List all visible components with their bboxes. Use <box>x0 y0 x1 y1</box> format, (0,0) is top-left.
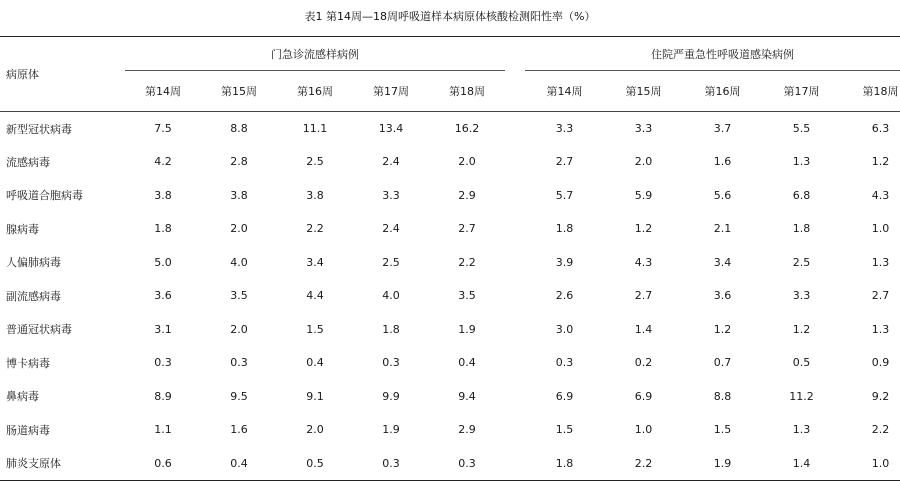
outpatient-value-cell: 0.3 <box>458 456 476 470</box>
positivity-table <box>0 36 900 481</box>
outpatient-value-cell: 9.1 <box>306 389 324 403</box>
group-gap <box>505 380 525 414</box>
inpatient-value-cell: 0.3 <box>555 356 574 370</box>
outpatient-value-cell: 8.9 <box>154 389 172 403</box>
group-gap <box>505 246 525 280</box>
outpatient-value-cell: 0.4 <box>458 356 476 370</box>
pathogen-name-cell: 腺病毒 <box>6 222 39 236</box>
table-row <box>0 145 900 179</box>
table-body <box>0 112 900 481</box>
outpatient-value-cell: 0.3 <box>230 356 248 370</box>
outpatient-value-cell: 4.2 <box>154 155 172 169</box>
inpatient-value-cell: 2.7 <box>871 289 890 303</box>
outpatient-week-header: 第17周 <box>373 85 409 98</box>
pathogen-name-cell: 肠道病毒 <box>6 423 50 437</box>
inpatient-value-cell: 3.7 <box>713 122 732 135</box>
inpatient-week-header: 第15周 <box>625 85 662 98</box>
outpatient-value-cell: 2.7 <box>458 222 476 236</box>
outpatient-value-cell: 2.4 <box>382 222 400 236</box>
header-group-row <box>0 37 900 72</box>
inpatient-value-cell: 1.8 <box>555 222 574 236</box>
outpatient-value-cell: 2.5 <box>306 155 324 169</box>
inpatient-value-cell: 2.2 <box>634 456 653 470</box>
inpatient-value-cell: 2.7 <box>555 155 574 169</box>
inpatient-value-cell: 1.3 <box>871 322 890 336</box>
inpatient-value-cell: 1.0 <box>871 456 890 470</box>
inpatient-value-cell: 1.2 <box>871 155 890 169</box>
inpatient-value-cell: 11.2 <box>789 389 814 403</box>
outpatient-value-cell: 3.8 <box>230 188 248 202</box>
inpatient-week-header: 第18周 <box>862 85 899 98</box>
outpatient-group-label: 门急诊流感样病例 <box>271 48 360 61</box>
pathogen-column-header: 病原体 <box>6 68 39 81</box>
outpatient-value-cell: 3.5 <box>230 289 248 303</box>
pathogen-name-cell: 博卡病毒 <box>6 356 50 370</box>
group-gap <box>505 447 525 481</box>
outpatient-value-cell: 16.2 <box>454 122 480 135</box>
group-gap <box>505 346 525 380</box>
inpatient-value-cell: 3.3 <box>555 122 574 135</box>
outpatient-value-cell: 0.6 <box>154 456 172 470</box>
outpatient-value-cell: 2.0 <box>230 222 248 236</box>
group-gap <box>505 413 525 447</box>
outpatient-value-cell: 9.9 <box>382 389 400 403</box>
outpatient-value-cell: 4.0 <box>230 255 248 269</box>
inpatient-group-header <box>525 37 900 72</box>
inpatient-value-cell: 1.3 <box>871 255 890 269</box>
outpatient-value-cell: 13.4 <box>378 122 404 135</box>
group-gap <box>505 179 525 213</box>
outpatient-value-cell: 3.8 <box>154 188 172 202</box>
inpatient-value-cell: 1.4 <box>792 456 811 470</box>
outpatient-value-cell: 7.5 <box>154 122 172 135</box>
inpatient-week-header: 第14周 <box>546 85 583 98</box>
inpatient-value-cell: 2.5 <box>792 255 811 269</box>
inpatient-value-cell: 2.2 <box>871 423 890 437</box>
inpatient-week-header: 第16周 <box>704 85 741 98</box>
inpatient-value-cell: 2.0 <box>634 155 653 169</box>
inpatient-value-cell: 1.0 <box>871 222 890 236</box>
pathogen-name-cell: 肺炎支原体 <box>6 457 61 470</box>
inpatient-group-divider <box>525 70 900 71</box>
inpatient-value-cell: 9.2 <box>871 389 890 403</box>
inpatient-value-cell: 3.3 <box>634 122 653 135</box>
inpatient-week-header: 第17周 <box>783 85 820 98</box>
table-row <box>0 279 900 313</box>
inpatient-group-label: 住院严重急性呼吸道感染病例 <box>651 48 795 61</box>
outpatient-value-cell: 8.8 <box>230 122 248 135</box>
inpatient-value-cell: 5.7 <box>555 188 574 202</box>
inpatient-value-cell: 2.7 <box>634 289 653 303</box>
outpatient-value-cell: 1.5 <box>306 322 324 336</box>
outpatient-value-cell: 11.1 <box>302 122 328 135</box>
outpatient-value-cell: 3.4 <box>306 255 324 269</box>
group-gap <box>505 71 525 112</box>
outpatient-group-divider <box>125 70 505 71</box>
outpatient-value-cell: 9.5 <box>230 389 248 403</box>
table-row <box>0 246 900 280</box>
table-row <box>0 313 900 347</box>
outpatient-week-header: 第15周 <box>221 85 257 98</box>
table-row <box>0 212 900 246</box>
outpatient-value-cell: 0.3 <box>382 456 400 470</box>
inpatient-value-cell: 5.6 <box>713 188 732 202</box>
outpatient-value-cell: 5.0 <box>154 255 172 269</box>
inpatient-value-cell: 4.3 <box>871 188 890 202</box>
table-row <box>0 413 900 447</box>
outpatient-week-header: 第16周 <box>297 85 333 98</box>
inpatient-value-cell: 3.0 <box>555 322 574 336</box>
group-gap <box>505 313 525 347</box>
inpatient-value-cell: 5.9 <box>634 188 653 202</box>
header-week-row <box>0 71 900 112</box>
outpatient-value-cell: 3.6 <box>154 289 172 303</box>
outpatient-value-cell: 3.8 <box>306 188 324 202</box>
inpatient-value-cell: 6.3 <box>871 122 890 135</box>
outpatient-value-cell: 1.1 <box>154 423 172 437</box>
outpatient-value-cell: 1.9 <box>458 322 476 336</box>
outpatient-value-cell: 3.3 <box>382 188 400 202</box>
outpatient-value-cell: 9.4 <box>458 389 476 403</box>
group-gap <box>505 279 525 313</box>
pathogen-name-cell: 普通冠状病毒 <box>6 323 72 337</box>
table-row <box>0 179 900 213</box>
group-gap <box>505 212 525 246</box>
outpatient-value-cell: 4.0 <box>382 289 400 303</box>
inpatient-value-cell: 0.5 <box>792 356 811 370</box>
inpatient-value-cell: 0.2 <box>634 356 653 370</box>
outpatient-value-cell: 0.5 <box>306 456 324 470</box>
outpatient-value-cell: 0.3 <box>154 356 172 370</box>
outpatient-value-cell: 2.9 <box>458 423 476 437</box>
inpatient-value-cell: 1.0 <box>634 423 653 437</box>
inpatient-value-cell: 3.4 <box>713 255 732 269</box>
group-gap <box>505 145 525 179</box>
inpatient-value-cell: 1.6 <box>713 155 732 169</box>
pathogen-name-cell: 副流感病毒 <box>6 289 61 303</box>
inpatient-value-cell: 6.9 <box>555 389 574 403</box>
outpatient-value-cell: 1.9 <box>382 423 400 437</box>
outpatient-value-cell: 2.9 <box>458 188 476 202</box>
outpatient-value-cell: 2.5 <box>382 255 400 269</box>
inpatient-value-cell: 3.9 <box>555 255 574 269</box>
inpatient-value-cell: 1.5 <box>555 423 574 437</box>
outpatient-value-cell: 2.0 <box>230 322 248 336</box>
outpatient-value-cell: 4.4 <box>306 289 324 303</box>
outpatient-value-cell: 0.4 <box>230 456 248 470</box>
outpatient-value-cell: 3.1 <box>154 322 172 336</box>
outpatient-value-cell: 0.4 <box>306 356 324 370</box>
inpatient-value-cell: 1.9 <box>713 456 732 470</box>
inpatient-value-cell: 1.4 <box>634 322 653 336</box>
outpatient-value-cell: 3.5 <box>458 289 476 303</box>
inpatient-value-cell: 4.3 <box>634 255 653 269</box>
inpatient-value-cell: 1.2 <box>713 322 732 336</box>
inpatient-value-cell: 2.6 <box>555 289 574 303</box>
inpatient-value-cell: 0.9 <box>871 356 890 370</box>
outpatient-value-cell: 2.8 <box>230 155 248 169</box>
outpatient-group-header <box>125 37 505 72</box>
table-row <box>0 447 900 481</box>
inpatient-value-cell: 6.9 <box>634 389 653 403</box>
inpatient-value-cell: 0.7 <box>713 356 732 370</box>
outpatient-week-header: 第18周 <box>449 85 486 98</box>
table-row <box>0 380 900 414</box>
group-gap <box>505 37 525 72</box>
inpatient-value-cell: 8.8 <box>713 389 732 403</box>
outpatient-value-cell: 2.2 <box>458 255 476 269</box>
outpatient-value-cell: 1.6 <box>230 423 248 437</box>
inpatient-value-cell: 1.8 <box>555 456 574 470</box>
inpatient-value-cell: 6.8 <box>792 188 811 202</box>
pathogen-name-cell: 流感病毒 <box>6 155 50 169</box>
inpatient-value-cell: 1.3 <box>792 423 811 437</box>
pathogen-name-cell: 呼吸道合胞病毒 <box>6 189 83 203</box>
outpatient-value-cell: 2.0 <box>458 155 476 169</box>
outpatient-value-cell: 2.4 <box>382 155 400 169</box>
inpatient-value-cell: 5.5 <box>792 122 811 135</box>
inpatient-value-cell: 3.6 <box>713 289 732 303</box>
outpatient-value-cell: 1.8 <box>382 322 400 336</box>
inpatient-value-cell: 1.2 <box>634 222 653 236</box>
table-row <box>0 112 900 146</box>
pathogen-name-cell: 鼻病毒 <box>6 390 39 404</box>
inpatient-value-cell: 2.1 <box>713 222 732 236</box>
inpatient-value-cell: 1.8 <box>792 222 811 236</box>
table-caption: 表1 第14周—18周呼吸道样本病原体核酸检测阳性率（%） <box>304 10 596 23</box>
table-row <box>0 346 900 380</box>
inpatient-value-cell: 1.5 <box>713 423 732 437</box>
outpatient-value-cell: 2.0 <box>306 423 324 437</box>
pathogen-name-cell: 新型冠状病毒 <box>6 122 72 136</box>
pathogen-name-cell: 人偏肺病毒 <box>6 256 61 270</box>
outpatient-week-header: 第14周 <box>145 85 181 98</box>
inpatient-value-cell: 3.3 <box>792 289 811 303</box>
inpatient-value-cell: 1.2 <box>792 322 811 336</box>
inpatient-value-cell: 1.3 <box>792 155 811 169</box>
group-gap <box>505 112 525 146</box>
outpatient-value-cell: 2.2 <box>306 222 324 236</box>
outpatient-value-cell: 0.3 <box>382 356 400 370</box>
outpatient-value-cell: 1.8 <box>154 222 172 236</box>
